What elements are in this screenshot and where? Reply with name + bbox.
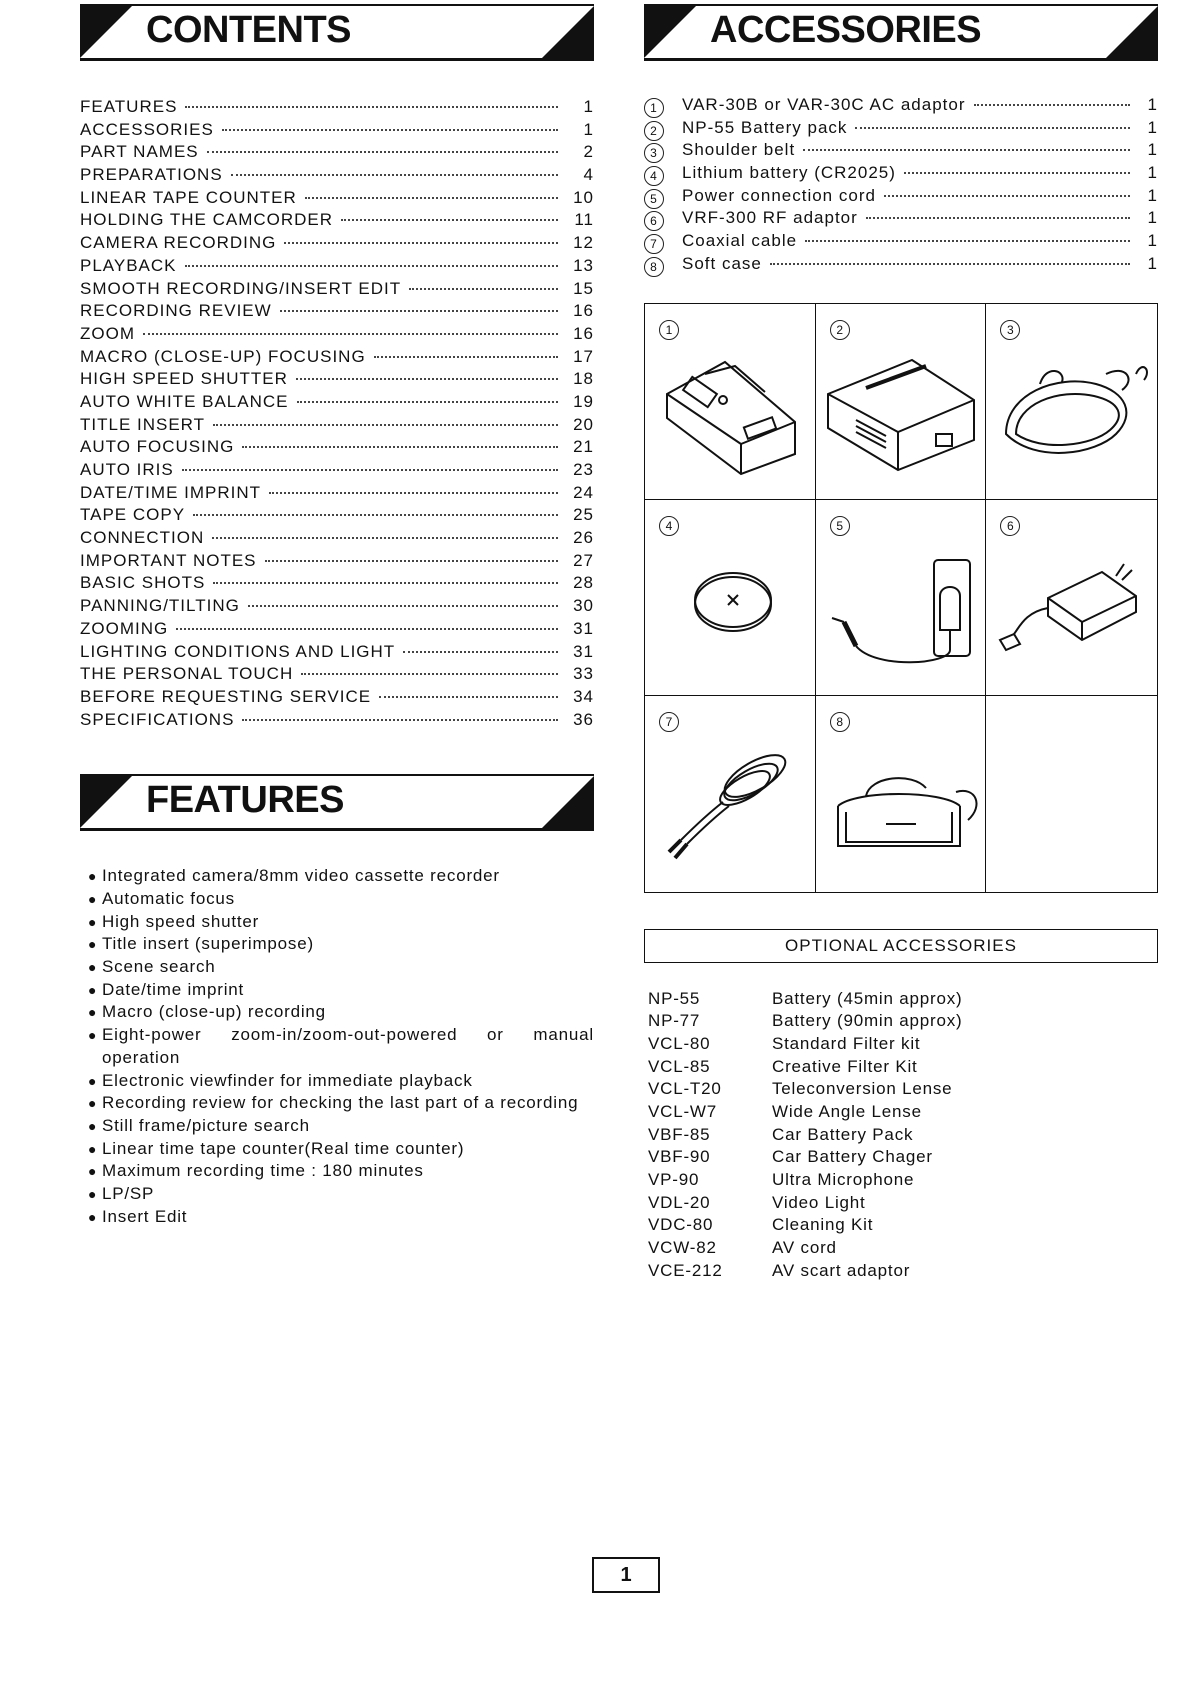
bullet-icon: ● <box>88 890 98 907</box>
grid-cell-number: 5 <box>830 516 850 536</box>
dot-leader <box>866 217 1130 219</box>
grid-cell-number: 8 <box>830 712 850 732</box>
grid-cell-number: 3 <box>1000 320 1020 340</box>
feature-item <box>88 1115 594 1138</box>
contents-list <box>80 97 594 732</box>
contents-row <box>80 596 594 619</box>
grid-cell-battery-pack <box>816 304 987 500</box>
accessory-row <box>644 208 1158 231</box>
contents-row <box>80 392 594 415</box>
contents-entry-label: MACRO (CLOSE-UP) FOCUSING <box>80 346 366 366</box>
contents-entry-page: 12 <box>573 233 594 253</box>
accessory-quantity: 1 <box>1147 117 1158 137</box>
power-cord-illustration <box>816 500 986 696</box>
bullet-icon: ● <box>88 959 98 976</box>
optional-model: VCW-82 <box>648 1238 717 1258</box>
accessory-row <box>644 254 1158 277</box>
battery-pack-illustration <box>816 304 986 500</box>
dot-leader <box>974 104 1131 106</box>
feature-item <box>88 979 594 1002</box>
dot-leader <box>284 242 558 244</box>
accessory-label: NP-55 Battery pack <box>682 117 848 137</box>
optional-accessory-row <box>648 1125 1158 1148</box>
dot-leader <box>212 537 558 539</box>
contents-row <box>80 324 594 347</box>
accessory-quantity: 1 <box>1147 163 1158 183</box>
dot-leader <box>296 378 558 380</box>
optional-accessory-row <box>648 1193 1158 1216</box>
grid-cell-rf-adaptor <box>986 500 1157 696</box>
dot-leader <box>185 265 558 267</box>
feature-item <box>88 933 594 956</box>
rf-adaptor-illustration <box>986 500 1156 696</box>
contents-entry-page: 11 <box>574 210 594 230</box>
grid-cell-number: 4 <box>659 516 679 536</box>
optional-description: Car Battery Pack <box>772 1124 914 1144</box>
contents-entry-label: ACCESSORIES <box>80 119 214 139</box>
contents-row <box>80 369 594 392</box>
contents-entry-page: 4 <box>583 165 594 185</box>
contents-entry-page: 21 <box>573 437 594 457</box>
grid-cell-soft-case <box>816 696 987 892</box>
feature-item <box>88 1138 594 1161</box>
optional-description: Battery (45min approx) <box>772 988 963 1008</box>
contents-entry-page: 31 <box>573 618 594 638</box>
contents-entry-label: PANNING/TILTING <box>80 596 240 616</box>
bullet-icon: ● <box>88 1140 98 1157</box>
accessories-illustration-grid <box>644 303 1158 893</box>
dot-leader <box>884 195 1130 197</box>
features-list <box>80 865 594 1228</box>
optional-model: VP-90 <box>648 1170 700 1189</box>
grid-cell-number: 1 <box>659 320 679 340</box>
contents-row <box>80 279 594 302</box>
accessory-row <box>644 140 1158 163</box>
dot-leader <box>805 240 1130 242</box>
accessory-label: Coaxial cable <box>682 231 798 251</box>
contents-header <box>80 4 594 61</box>
contents-entry-page: 24 <box>573 482 594 502</box>
optional-accessory-row <box>648 1102 1158 1125</box>
contents-row <box>80 97 594 120</box>
contents-entry-page: 1 <box>583 97 594 116</box>
optional-accessory-row <box>648 1147 1158 1170</box>
dot-leader <box>269 492 558 494</box>
optional-accessory-row <box>648 1034 1158 1057</box>
contents-entry-label: ZOOMING <box>80 618 169 638</box>
dot-leader <box>409 288 558 290</box>
accessory-quantity: 1 <box>1147 185 1158 205</box>
accessory-label: Power connection cord <box>682 185 876 205</box>
dot-leader <box>231 174 558 176</box>
grid-cell-number: 7 <box>659 712 679 732</box>
bullet-icon: ● <box>88 868 98 885</box>
accessory-number: 7 <box>644 234 664 254</box>
accessories-title: ACCESSORIES <box>710 9 982 51</box>
contents-entry-label: AUTO FOCUSING <box>80 437 235 457</box>
feature-item <box>88 956 594 979</box>
dot-leader <box>176 628 558 630</box>
feature-text: Insert Edit <box>102 1206 188 1226</box>
accessory-quantity: 1 <box>1147 208 1158 228</box>
accessory-label: Shoulder belt <box>682 140 796 160</box>
optional-description: Battery (90min approx) <box>772 1011 963 1031</box>
contents-entry-label: LIGHTING CONDITIONS AND LIGHT <box>80 641 396 661</box>
dot-leader <box>297 401 559 403</box>
contents-entry-page: 33 <box>573 664 594 684</box>
contents-entry-label: LINEAR TAPE COUNTER <box>80 187 297 207</box>
contents-entry-page: 2 <box>583 142 594 162</box>
bullet-icon: ● <box>88 1208 98 1225</box>
contents-entry-page: 13 <box>573 255 594 275</box>
contents-entry-label: IMPORTANT NOTES <box>80 550 257 570</box>
accessory-quantity: 1 <box>1147 95 1158 114</box>
feature-text: Automatic focus <box>102 888 235 908</box>
dot-leader <box>207 151 558 153</box>
bullet-icon: ● <box>88 1186 98 1203</box>
optional-model: VDL-20 <box>648 1192 711 1212</box>
optional-model: VCL-T20 <box>648 1079 722 1099</box>
accessory-row <box>644 95 1158 118</box>
optional-description: Video Light <box>772 1192 866 1212</box>
contents-entry-page: 23 <box>573 460 594 479</box>
coaxial-cable-illustration <box>645 696 815 892</box>
optional-description: Ultra Microphone <box>772 1170 915 1189</box>
bullet-icon: ● <box>88 913 98 930</box>
optional-model: NP-77 <box>648 1011 701 1031</box>
bullet-icon: ● <box>88 1027 98 1044</box>
contents-entry-label: BASIC SHOTS <box>80 573 206 593</box>
feature-text: High speed shutter <box>102 911 260 931</box>
contents-entry-label: BEFORE REQUESTING SERVICE <box>80 686 372 706</box>
contents-entry-page: 30 <box>573 596 594 616</box>
contents-entry-page: 18 <box>573 369 594 389</box>
feature-item <box>88 865 594 888</box>
feature-text: Still frame/picture search <box>102 1115 310 1135</box>
feature-text: Maximum recording time : 180 minutes <box>102 1161 424 1181</box>
feature-text: Macro (close-up) recording <box>102 1002 326 1022</box>
feature-text: Scene search <box>102 957 216 977</box>
features-header <box>80 774 594 831</box>
dot-leader <box>193 514 558 516</box>
dot-leader <box>182 469 558 471</box>
contents-entry-label: HIGH SPEED SHUTTER <box>80 369 288 389</box>
dot-leader <box>185 106 558 108</box>
feature-item <box>88 888 594 911</box>
contents-entry-label: FEATURES <box>80 97 178 116</box>
optional-description: Standard Filter kit <box>772 1033 921 1053</box>
optional-accessories-header: OPTIONAL ACCESSORIES <box>644 929 1158 963</box>
dot-leader <box>213 582 558 584</box>
contents-entry-label: TAPE COPY <box>80 505 186 525</box>
banner-triangle-left <box>644 6 696 58</box>
contents-row <box>80 505 594 528</box>
optional-model: VCL-85 <box>648 1056 711 1076</box>
optional-model: VCL-W7 <box>648 1101 718 1121</box>
bullet-icon: ● <box>88 936 98 953</box>
right-column <box>644 4 1158 1283</box>
dot-leader <box>855 127 1130 129</box>
optional-model: VBF-85 <box>648 1124 711 1144</box>
optional-model: VCE-212 <box>648 1260 723 1280</box>
accessories-list <box>644 95 1158 277</box>
accessory-quantity: 1 <box>1147 140 1158 160</box>
optional-accessory-row <box>648 989 1158 1012</box>
bullet-icon: ● <box>88 1004 98 1021</box>
contents-entry-label: ZOOM <box>80 323 135 343</box>
contents-row <box>80 142 594 165</box>
contents-entry-page: 27 <box>573 550 594 570</box>
accessory-number: 3 <box>644 143 664 163</box>
contents-row <box>80 710 594 733</box>
feature-text: Recording review for checking the last part of a recording <box>102 1093 579 1113</box>
contents-row <box>80 437 594 460</box>
contents-entry-label: THE PERSONAL TOUCH <box>80 664 294 684</box>
grid-cell-power-cord <box>816 500 987 696</box>
feature-text: Title insert (superimpose) <box>102 934 314 954</box>
bullet-icon: ● <box>88 1072 98 1089</box>
grid-cell-coaxial-cable <box>645 696 816 892</box>
contents-row <box>80 347 594 370</box>
accessory-number: 5 <box>644 189 664 209</box>
contents-entry-label: SPECIFICATIONS <box>80 709 235 729</box>
dot-leader <box>403 651 558 653</box>
contents-entry-label: CONNECTION <box>80 528 205 548</box>
optional-description: Teleconversion Lense <box>772 1079 953 1099</box>
grid-cell-shoulder-belt <box>986 304 1157 500</box>
contents-entry-label: CAMERA RECORDING <box>80 233 277 253</box>
contents-row <box>80 210 594 233</box>
banner-triangle-right <box>542 6 594 58</box>
bullet-icon: ● <box>88 1117 98 1134</box>
contents-entry-page: 19 <box>573 391 594 411</box>
feature-text: Linear time tape counter(Real time counter) <box>102 1138 465 1158</box>
grid-cell-ac-adaptor <box>645 304 816 500</box>
contents-row <box>80 642 594 665</box>
dot-leader <box>248 605 558 607</box>
contents-entry-label: AUTO IRIS <box>80 460 174 479</box>
contents-row <box>80 120 594 143</box>
dot-leader <box>280 310 558 312</box>
feature-item <box>88 1183 594 1206</box>
optional-accessory-row <box>648 1011 1158 1034</box>
optional-accessory-row <box>648 1261 1158 1284</box>
contents-entry-page: 20 <box>573 414 594 434</box>
contents-row <box>80 233 594 256</box>
optional-description: Car Battery Chager <box>772 1147 933 1167</box>
contents-entry-page: 16 <box>573 323 594 343</box>
feature-text: Integrated camera/8mm video cassette recorder <box>102 866 500 886</box>
accessory-quantity: 1 <box>1147 231 1158 251</box>
accessory-quantity: 1 <box>1147 253 1158 273</box>
bullet-icon: ● <box>88 1163 98 1180</box>
dot-leader <box>265 560 558 562</box>
accessory-number: 1 <box>644 98 664 118</box>
contents-row <box>80 664 594 687</box>
contents-entry-page: 28 <box>573 573 594 593</box>
optional-model: NP-55 <box>648 988 701 1008</box>
feature-text: Date/time imprint <box>102 979 245 999</box>
bullet-icon: ● <box>88 981 98 998</box>
accessory-label: Soft case <box>682 253 762 273</box>
optional-model: VBF-90 <box>648 1147 711 1167</box>
dot-leader <box>341 219 558 221</box>
ac-adaptor-illustration <box>645 304 815 500</box>
feature-text: Eight-power zoom-in/zoom-out-powered or manual operation <box>102 1025 594 1067</box>
grid-cell-empty <box>986 696 1157 892</box>
feature-item <box>88 911 594 934</box>
accessory-number: 4 <box>644 166 664 186</box>
contents-entry-page: 31 <box>573 641 594 661</box>
contents-entry-page: 17 <box>573 346 594 366</box>
banner-triangle-left <box>80 776 132 828</box>
contents-entry-page: 26 <box>573 528 594 548</box>
contents-entry-label: SMOOTH RECORDING/INSERT EDIT <box>80 278 402 298</box>
feature-item <box>88 1024 594 1069</box>
optional-model: VCL-80 <box>648 1033 711 1053</box>
contents-row <box>80 256 594 279</box>
optional-accessory-row <box>648 1215 1158 1238</box>
dot-leader <box>242 446 558 448</box>
feature-item <box>88 1206 594 1229</box>
optional-description: Creative Filter Kit <box>772 1056 918 1076</box>
contents-entry-page: 36 <box>573 709 594 729</box>
lithium-battery-illustration <box>645 500 815 696</box>
optional-description: AV scart adaptor <box>772 1260 911 1280</box>
dot-leader <box>301 673 558 675</box>
dot-leader <box>143 333 558 335</box>
accessory-number: 6 <box>644 211 664 231</box>
accessory-number: 8 <box>644 257 664 277</box>
contents-row <box>80 460 594 483</box>
contents-row <box>80 415 594 438</box>
contents-entry-label: AUTO WHITE BALANCE <box>80 391 289 411</box>
contents-entry-page: 16 <box>573 301 594 321</box>
optional-description: AV cord <box>772 1238 837 1258</box>
feature-text: Electronic viewfinder for immediate playback <box>102 1070 473 1090</box>
accessory-label: Lithium battery (CR2025) <box>682 163 896 183</box>
accessory-label: VRF-300 RF adaptor <box>682 208 858 228</box>
dot-leader <box>803 149 1130 151</box>
accessory-row <box>644 231 1158 254</box>
optional-accessory-row <box>648 1170 1158 1193</box>
contents-row <box>80 619 594 642</box>
shoulder-belt-illustration <box>986 304 1156 500</box>
optional-description: Wide Angle Lense <box>772 1101 922 1121</box>
contents-row <box>80 551 594 574</box>
contents-entry-label: PLAYBACK <box>80 255 177 275</box>
contents-entry-page: 25 <box>573 505 594 525</box>
feature-item <box>88 1070 594 1093</box>
bullet-icon: ● <box>88 1095 98 1112</box>
accessory-row <box>644 186 1158 209</box>
page-number: 1 <box>592 1557 660 1593</box>
accessories-header <box>644 4 1158 61</box>
contents-entry-page: 1 <box>583 119 594 139</box>
accessory-number: 2 <box>644 121 664 141</box>
optional-accessory-row <box>648 1057 1158 1080</box>
feature-item <box>88 1160 594 1183</box>
contents-row <box>80 687 594 710</box>
dot-leader <box>770 263 1130 265</box>
feature-item <box>88 1092 594 1115</box>
accessory-row <box>644 163 1158 186</box>
contents-entry-page: 15 <box>573 278 594 298</box>
dot-leader <box>904 172 1130 174</box>
contents-entry-label: RECORDING REVIEW <box>80 301 272 321</box>
contents-entry-label: PART NAMES <box>80 142 199 162</box>
accessory-label: VAR-30B or VAR-30C AC adaptor <box>682 95 966 114</box>
optional-accessory-row <box>648 1079 1158 1102</box>
dot-leader <box>379 696 558 698</box>
optional-model: VDC-80 <box>648 1215 714 1235</box>
optional-accessory-row <box>648 1238 1158 1261</box>
dot-leader <box>242 719 558 721</box>
contents-row <box>80 573 594 596</box>
contents-entry-label: DATE/TIME IMPRINT <box>80 482 262 502</box>
feature-item <box>88 1001 594 1024</box>
dot-leader <box>374 356 558 358</box>
contents-title: CONTENTS <box>146 9 351 51</box>
banner-triangle-right <box>1106 6 1158 58</box>
features-title: FEATURES <box>146 779 344 822</box>
accessory-row <box>644 118 1158 141</box>
grid-cell-number: 6 <box>1000 516 1020 536</box>
contents-row <box>80 165 594 188</box>
contents-entry-page: 10 <box>573 187 594 207</box>
dot-leader <box>222 129 558 131</box>
grid-cell-number: 2 <box>830 320 850 340</box>
soft-case-illustration <box>816 696 986 892</box>
banner-triangle-left <box>80 6 132 58</box>
optional-accessories-list <box>644 989 1158 1284</box>
dot-leader <box>213 424 558 426</box>
contents-row <box>80 188 594 211</box>
optional-description: Cleaning Kit <box>772 1215 874 1235</box>
dot-leader <box>305 197 558 199</box>
left-column <box>80 4 594 1229</box>
contents-row <box>80 528 594 551</box>
contents-row <box>80 301 594 324</box>
contents-entry-label: TITLE INSERT <box>80 414 206 434</box>
contents-entry-label: PREPARATIONS <box>80 165 223 185</box>
grid-cell-lithium-battery <box>645 500 816 696</box>
banner-triangle-right <box>542 776 594 828</box>
contents-entry-label: HOLDING THE CAMCORDER <box>80 210 334 230</box>
contents-entry-page: 34 <box>573 686 594 706</box>
contents-row <box>80 483 594 506</box>
feature-text: LP/SP <box>102 1184 155 1204</box>
